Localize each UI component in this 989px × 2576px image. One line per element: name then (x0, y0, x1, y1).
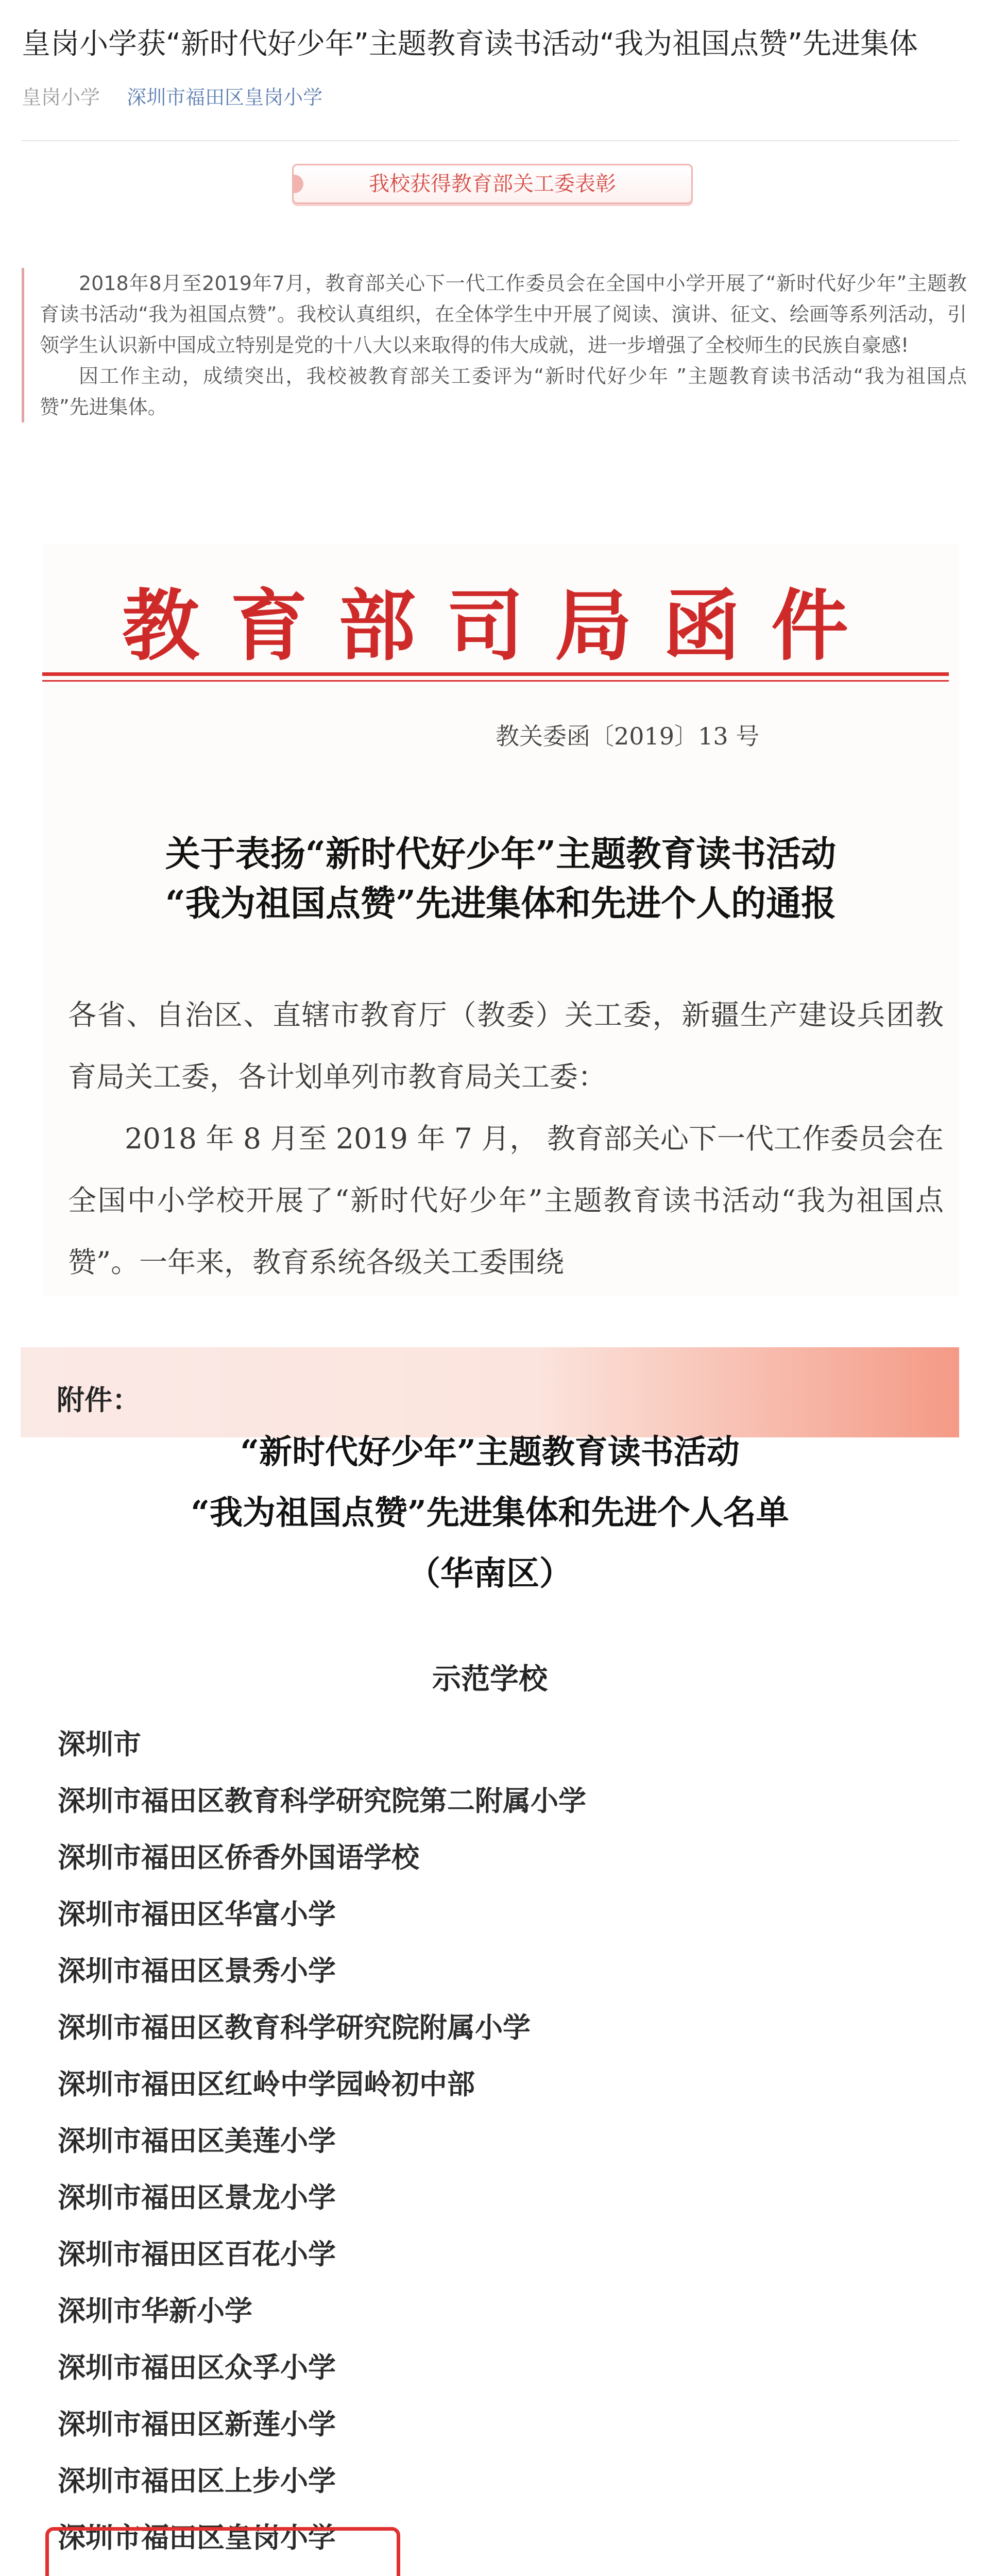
letterhead-rule (42, 672, 949, 676)
letter-paragraph-2: 2018 年 8 月至 2019 年 7 月， 教育部关心下一代工作委员会在全国中小学校开展了“新时代好少年”主题教育读书活动“我为祖国点赞”。一年来，教育系统各级关工委围绕 (68, 1122, 944, 1279)
letter-title-line-1: 关于表扬“新时代好少年”主题教育读书活动 (165, 834, 837, 875)
list-heading (21, 1422, 959, 1604)
list-item: 深圳市福田区美莲小学 (58, 2124, 336, 2157)
author-name: 皇岗小学 (22, 86, 100, 109)
list-item: 深圳市福田区众孚小学 (58, 2351, 336, 2384)
document-number: 教关委函〔2019〕13 号 (496, 722, 760, 750)
list-item: 深圳市华新小学 (58, 2294, 252, 2327)
list-item: 深圳市福田区景秀小学 (58, 1954, 336, 1987)
list-item: 深圳市福田区景龙小学 (58, 2181, 336, 2214)
header-divider (22, 140, 959, 141)
list-heading-line-1: “新时代好少年”主题教育读书活动 (240, 1433, 740, 1471)
list-item: 深圳市 (58, 1727, 141, 1760)
list-heading-line-2: “我为祖国点赞”先进集体和先进个人名单 (191, 1494, 789, 1532)
letter-body (68, 984, 944, 1293)
section-banner-text: 我校获得教育部关工委表彰 (369, 172, 616, 196)
list-item: 深圳市福田区红岭中学园岭初中部 (58, 2067, 475, 2100)
letter-title-line-2: “我为祖国点赞”先进集体和先进个人的通报 (165, 883, 837, 924)
school-list (58, 1716, 830, 2566)
letter-title (42, 829, 959, 928)
letterhead-rule-thin (42, 680, 949, 682)
account-link[interactable]: 深圳市福田区皇岗小学 (127, 86, 323, 109)
attachment-label: 附件： (57, 1383, 140, 1416)
list-item: 深圳市福田区华富小学 (58, 1897, 336, 1930)
list-item: 深圳市福田区百花小学 (58, 2238, 336, 2270)
official-letter-image (42, 544, 959, 1296)
letterhead: 教育部司局函件 (122, 581, 879, 671)
section-banner (292, 164, 693, 204)
intro-block (22, 268, 967, 422)
list-item: 深圳市福田区教育科学研究院附属小学 (58, 2011, 531, 2044)
list-item-highlighted: 深圳市福田区皇岗小学 (58, 2521, 336, 2554)
article-meta (22, 81, 322, 110)
letter-paragraph-1: 各省、自治区、直辖市教育厅（教委）关工委，新疆生产建设兵团教育局关工委，各计划单列市教育局关工委： (68, 998, 944, 1093)
intro-paragraph-1: 2018年8月至2019年7月，教育部关心下一代工作委员会在全国中小学开展了“新时代好少年”主题教育读书活动“我为祖国点赞”。我校认真组织，在全体学生中开展了阅读、演讲、征文、绘画等系列活动，引领学生认识新中国成立特别是党的十八大以来取得的伟大成就，进一步增强了全校师生的民族自豪感! (40, 272, 967, 357)
list-item: 深圳市福田区教育科学研究院第二附属小学 (58, 1784, 586, 1817)
list-item: 深圳市福田区侨香外国语学校 (58, 1841, 419, 1874)
list-item: 深圳市福田区上步小学 (58, 2464, 336, 2497)
highlight-circle (45, 2527, 400, 2576)
list-item: 深圳市福田区新莲小学 (58, 2408, 336, 2441)
attachment-list-image (21, 1347, 959, 2576)
intro-paragraph-2: 因工作主动，成绩突出，我校被教育部关工委评为“新时代好少年 ”主题教育读书活动“我为祖国点赞”先进集体。 (40, 365, 967, 418)
list-subheading: 示范学校 (432, 1662, 548, 1696)
article-title: 皇岗小学获“新时代好少年”主题教育读书活动“我为祖国点赞”先进集体 (22, 27, 918, 61)
list-heading-region: （华南区） (407, 1554, 572, 1593)
